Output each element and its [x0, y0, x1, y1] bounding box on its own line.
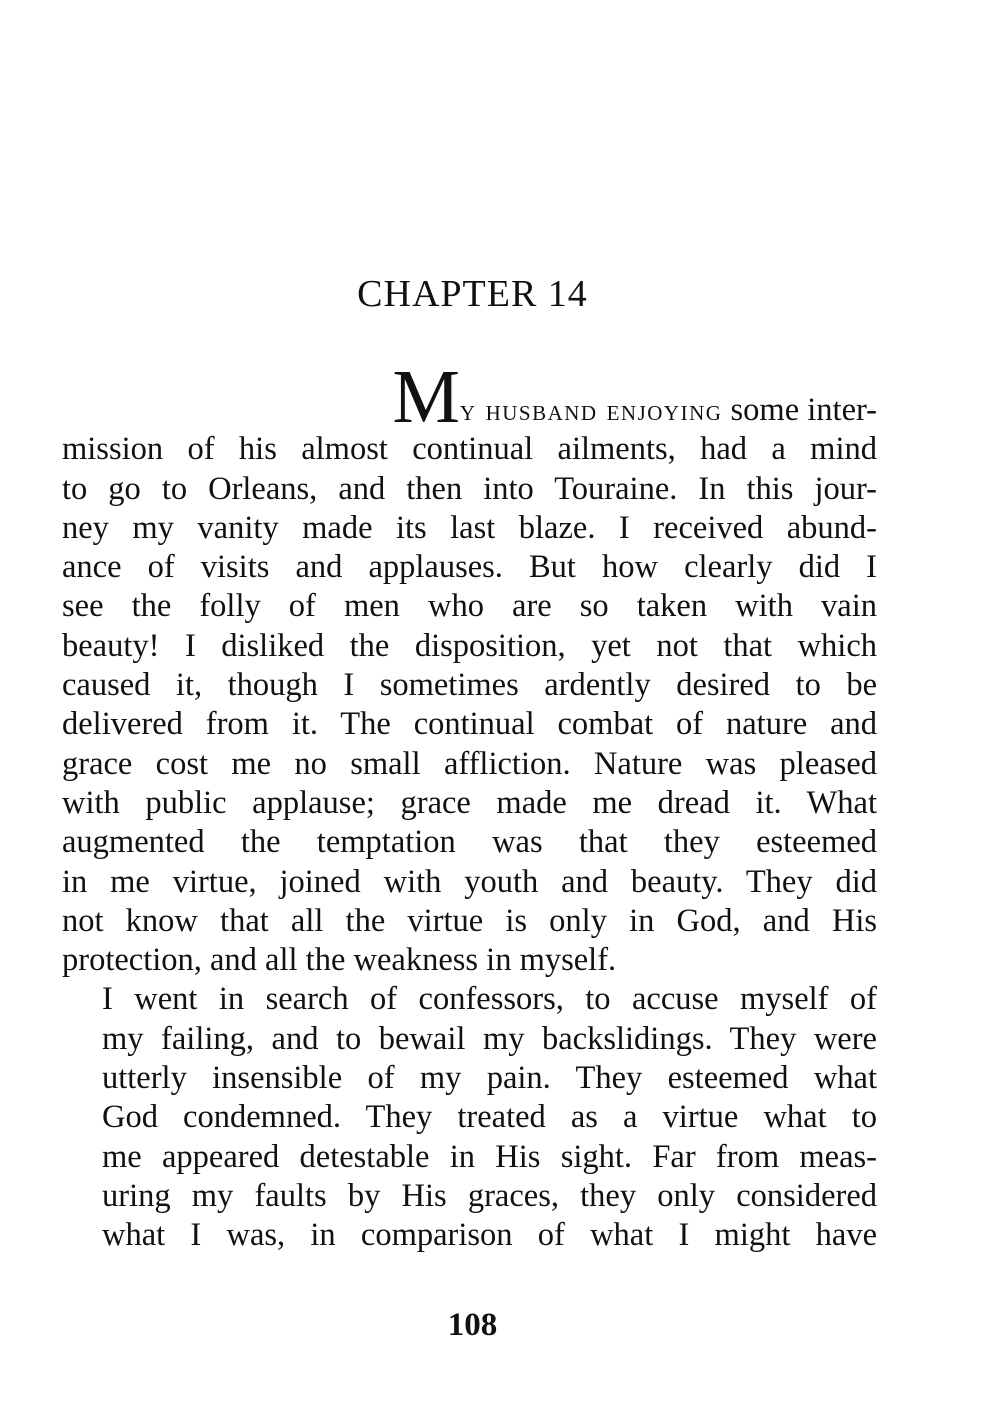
text-line: ney my vanity made its last blaze. I received abund-	[62, 509, 877, 546]
text-line: ance of visits and applauses. But how clearly did I	[62, 549, 877, 586]
page-number: 108	[447, 1307, 498, 1343]
text-line: see the folly of men who are so taken with vain	[62, 588, 877, 625]
paragraph-2	[62, 980, 877, 1255]
opening-line	[62, 355, 877, 439]
opening-small-caps: y husband enjoying	[459, 394, 723, 427]
text-line: grace cost me no small affliction. Nature was pleased	[62, 745, 877, 782]
text-line: protection, and all the weakness in myself.	[62, 942, 617, 979]
text-line: I went in search of confessors, to accuse myself of	[102, 981, 877, 1018]
text-line: my failing, and to bewail my backslidings. They were	[102, 1020, 877, 1057]
text-line: not know that all the virtue is only in God, and His	[62, 902, 877, 939]
text-line: utterly insensible of my pain. They esteemed what	[102, 1060, 877, 1097]
text-line: delivered from it. The continual combat of nature and	[62, 706, 877, 743]
text-line: caused it, though I sometimes ardently desired to be	[62, 667, 877, 704]
text-line: uring my faults by His graces, they only considered	[102, 1177, 877, 1214]
text-line: augmented the temptation was that they esteemed	[62, 824, 877, 861]
paragraph-1	[62, 355, 877, 980]
opening-line-rest: some inter-	[722, 392, 877, 428]
text-line: beauty! I disliked the disposition, yet not that which	[62, 627, 877, 664]
text-line: to go to Orleans, and then into Touraine. In this jour-	[62, 470, 877, 507]
text-line: what I was, in comparison of what I might have	[102, 1217, 877, 1254]
drop-cap: M	[392, 355, 460, 439]
text-line: me appeared detestable in His sight. Far from meas-	[102, 1138, 877, 1175]
chapter-title: CHAPTER 14	[357, 273, 588, 315]
chapter-body	[62, 355, 877, 1256]
text-line: with public applause; grace made me dread it. What	[62, 784, 877, 821]
text-line: God condemned. They treated as a virtue what to	[102, 1099, 877, 1136]
text-line: in me virtue, joined with youth and beauty. They did	[62, 863, 877, 900]
text-line: mission of his almost continual ailments, had a mind	[62, 431, 877, 468]
